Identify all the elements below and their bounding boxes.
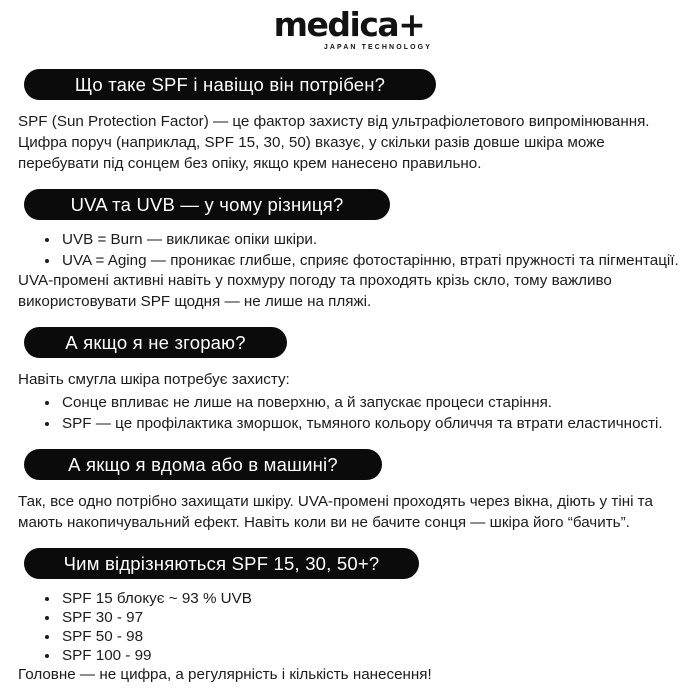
section-title: А якщо я не згораю?	[65, 332, 246, 354]
closing-statement: Головне — не цифра, а регулярність і кількість нанесення!	[18, 666, 432, 684]
section-title-pill	[24, 548, 419, 579]
list-item: • Сонце впливає не лише на поверхню, а й запускає процеси старіння.	[60, 393, 680, 414]
list-item: • SPF 15 блокує ~ 93 % UVB	[60, 589, 680, 608]
section-paragraph: Навіть смугла шкіра потребує захисту:	[18, 371, 290, 389]
list-item: • UVB = Burn — викликає опіки шкіри.	[60, 230, 680, 251]
section-spf-levels	[18, 548, 680, 686]
brand-wordmark: medica+	[273, 5, 425, 44]
section-if-i-dont-burn	[18, 327, 680, 435]
bullet-list	[18, 589, 680, 665]
section-at-home-or-in-car	[18, 449, 680, 534]
section-paragraph: SPF (Sun Protection Factor) — це фактор захисту від ультрафіолетового випромінювання. Цифра поруч (наприклад, SPF 15, 30, 50) вказує, у скільки разів довше шкіра може перебувати під сонцем без опіку, якщо крем нанесено правильно.	[18, 112, 650, 172]
section-title-pill	[24, 69, 436, 100]
section-title: А якщо я вдома або в машині?	[68, 454, 338, 476]
section-paragraph: UVA-промені активні навіть у похмуру погоду та проходять крізь скло, тому важливо використовувати SPF щодня — не лише на пляжі.	[18, 272, 612, 311]
section-paragraph: Так, все одно потрібно захищати шкіру. UVA-промені проходять через вікна, діють у тіні та мають накопичувальний ефект. Навіть коли ви не бачите сонця — шкіра його “бачить”.	[18, 493, 653, 532]
list-item: • SPF — це профілактика зморшок, тьмяного кольору обличчя та втрати еластичності.	[60, 414, 680, 435]
section-title-pill	[24, 189, 390, 220]
section-title: Що таке SPF і навіщо він потрібен?	[74, 73, 386, 95]
section-title-pill	[24, 327, 287, 358]
list-item: • SPF 50 - 98	[60, 627, 680, 646]
section-title-pill	[24, 449, 382, 480]
bullet-list	[18, 230, 680, 272]
list-item: • SPF 100 - 99	[60, 646, 680, 665]
section-what-is-spf	[18, 69, 680, 175]
section-uva-uvb-difference	[18, 189, 680, 314]
list-item: • UVA = Aging — проникає глибше, сприяє фотостарінню, втраті пружності та пігментації.	[60, 251, 680, 272]
bullet-list	[18, 393, 680, 435]
section-title: UVA та UVB — у чому різниця?	[70, 193, 344, 215]
brand-logo	[264, 5, 434, 51]
list-item: • SPF 30 - 97	[60, 608, 680, 627]
brand-tagline: JAPAN TECHNOLOGY	[323, 43, 432, 51]
section-title: Чим відрізняються SPF 15, 30, 50+?	[63, 553, 380, 575]
